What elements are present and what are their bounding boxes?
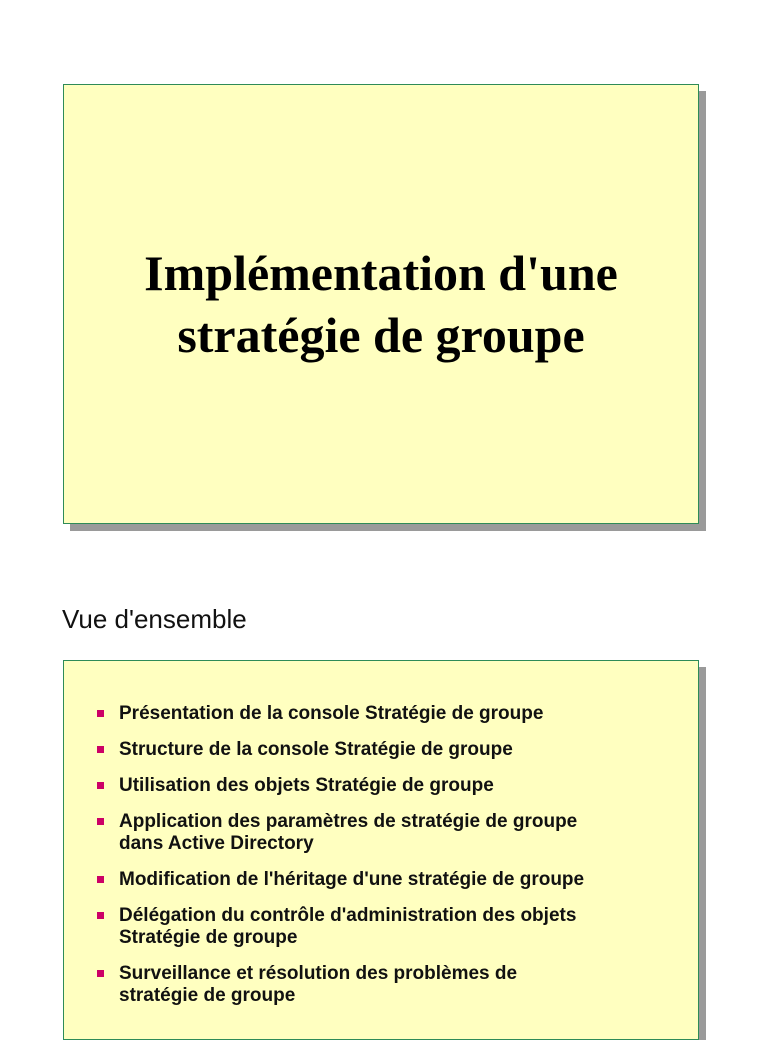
bullet-item-settings-application <box>97 811 686 855</box>
overview-heading: Vue d'ensemble <box>62 604 247 634</box>
bullet-text-continued: dans Active Directory <box>119 833 314 854</box>
square-bullet-icon <box>97 876 104 883</box>
square-bullet-icon <box>97 912 104 919</box>
bullet-text: Utilisation des objets Stratégie de groupe <box>119 775 494 796</box>
bullet-item-troubleshooting <box>97 963 686 1007</box>
bullet-item-delegation <box>97 905 686 949</box>
bullet-text-continued: stratégie de groupe <box>119 985 296 1006</box>
bullet-item-inheritance <box>97 869 686 891</box>
bullet-text: Présentation de la console Stratégie de groupe <box>119 703 544 724</box>
bullet-item-gpo-usage <box>97 775 686 797</box>
square-bullet-icon <box>97 818 104 825</box>
bullet-text-continued: Stratégie de groupe <box>119 927 298 948</box>
bullet-item-console-presentation <box>97 703 686 725</box>
overview-slide <box>63 660 699 1040</box>
square-bullet-icon <box>97 710 104 717</box>
bullet-list <box>97 703 686 1021</box>
bullet-text: Application des paramètres de stratégie de groupe <box>119 811 578 832</box>
title-slide <box>63 84 699 524</box>
slide-title <box>134 242 628 366</box>
bullet-text: Délégation du contrôle d'administration des objets <box>119 905 577 926</box>
slide-title-line-1: Implémentation d'une <box>144 245 618 301</box>
bullet-text: Surveillance et résolution des problèmes de <box>119 963 518 984</box>
bullet-item-console-structure <box>97 739 686 761</box>
square-bullet-icon <box>97 746 104 753</box>
bullet-text: Structure de la console Stratégie de groupe <box>119 739 513 760</box>
slide-title-line-2: stratégie de groupe <box>177 307 585 363</box>
bullet-text: Modification de l'héritage d'une stratégie de groupe <box>119 869 585 890</box>
square-bullet-icon <box>97 970 104 977</box>
square-bullet-icon <box>97 782 104 789</box>
